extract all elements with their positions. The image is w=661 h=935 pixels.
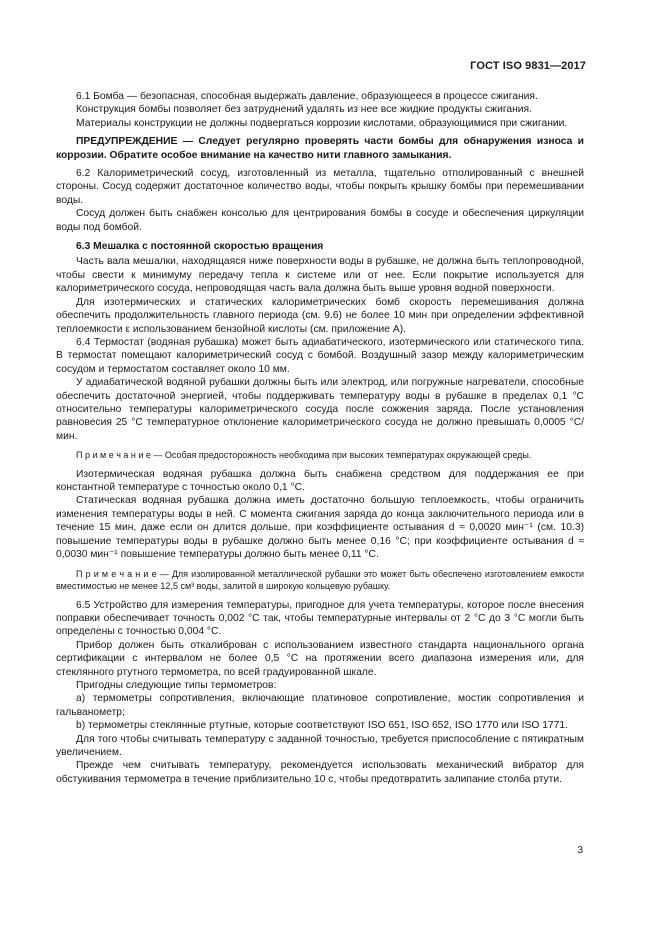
- para-6-2: 6.2 Калориметрический сосуд, изготовленный из металла, тщательно отполированный с внешней стороны. Сосуд содержит достаточное количество воды, чтобы покрыть крышку бомбы при перемешивании воды.: [56, 168, 584, 206]
- standard-header: ГОСТ ISO 9831—2017: [470, 60, 586, 72]
- para-6-5: 6.5 Устройство для измерения температуры, пригодное для учета температуры, которое после внесения поправки обеспечивает точность 0,002 °С так, чтобы температурные интервалы от 2 °С до 3 °С могли быть определены с точностью 0,004 °С.: [56, 599, 584, 638]
- para-magnifier: Для того чтобы считывать температуру с заданной точностью, требуется приспособление с пятикратным увеличением.: [56, 733, 584, 758]
- heading-6-3: 6.3 Мешалка с постоянной скоростью вращения: [76, 241, 324, 253]
- para-6-1: 6.1 Бомба — безопасная, способная выдержать давление, образующееся в процессе сжигания.: [76, 91, 538, 102]
- note-ambient: П р и м е ч а н и е — Особая предосторожность необходима при высоких температурах окружающей среды.: [76, 450, 532, 461]
- para-stirrer-shaft: Часть вала мешалки, находящаяся ниже поверхности воды в рубашке, не должна быть теплопроводной, чтобы свести к минимуму передачу тепла к системе или от нее. Если покрытие используется для калориметрического сосуда, непроводящая часть вала должна быть выше уровня водной поверхности.: [56, 256, 584, 295]
- note-insulated-jacket: П р и м е ч а н и е — Для изолированной металлической рубашки это может быть обеспечено изготовлением емкости вместимостью не менее 12,5 см³ воды, залитой в широкую кольцевую рубашку.: [56, 568, 584, 591]
- para-bomb-design: Конструкция бомбы позволяет без затруднений удалять из нее все жидкие продукты сжигания.: [76, 104, 532, 116]
- para-stirring-speed: Для изотермических и статических калориметрических бомб скорость перемешивания должна обеспечить продолжительность главного периода (см. 9.6) не более 10 мин при определении эффективной теплоемкости ε использованием бензойной кислоты (см. приложение А).: [56, 296, 584, 335]
- para-static-jacket: Статическая водяная рубашка должна иметь достаточно большую теплоемкость, чтобы ограничить изменения температуры воды в ней. С момента сжигания заряда до конца заключительного периода или в течение 15 мин, даже если он длится дольше, при коэффициенте остывания d ≈ 0,0020 мин⁻¹ (см. 10.3) повышение температуры воды в рубашке должно быть менее 0,16 °С; при коэффициенте остывания d ≈ 0,0030 мин⁻¹ повышение температуры должно быть менее 0,11 °С.: [56, 495, 584, 561]
- warning-paragraph: ПРЕДУПРЕЖДЕНИЕ — Следует регулярно проверять части бомбы для обнаружения износа и коррозии. Обратите особое внимание на качество нити главного замыкания.: [56, 136, 584, 161]
- document-body: [56, 90, 584, 786]
- para-vessel-console: Сосуд должен быть снабжен консолью для центрирования бомбы в сосуде и обеспечения циркуляции воды под бомбой.: [56, 208, 584, 233]
- para-thermometer-types: Пригодны следующие типы термометров:: [76, 679, 277, 691]
- list-item-b: b) термометры стеклянные ртутные, которые соответствуют ISO 651, ISO 652, ISO 1770 или ISO 1771.: [76, 720, 568, 732]
- para-vibrator: Прежде чем считывать температуру, рекомендуется использовать механический вибратор для обстукивания термометра в течение приблизительно 10 с, чтобы предотвратить залипание столба ртути.: [56, 760, 584, 785]
- para-materials: Материалы конструкции не должны подвергаться коррозии кислотами, образующимися при сжигании.: [76, 117, 568, 129]
- para-6-4: 6.4 Термостат (водяная рубашка) может быть адиабатического, изотермического или статического типа. В термостат помещают калориметрический сосуд с бомбой. Воздушный зазор между калориметрическим сосудом и термостатом составляет около 10 мм.: [56, 336, 584, 375]
- para-isothermal-jacket: Изотермическая водяная рубашка должна быть снабжена средством для поддержания ее при константной температуре с точностью около 0,1 °С.: [56, 468, 584, 494]
- para-calibration: Прибор должен быть откалиброван с использованием известного стандарта национального органа сертификации с интервалом не более 0,5 °С на протяжении всего диапазона измерения или, для стеклянного ртутного термометра, по всей градуированной шкале.: [56, 639, 584, 678]
- list-item-a: а) термометры сопротивления, включающие платиновое сопротивление, мостик сопротивления и гальванометр;: [56, 693, 584, 718]
- para-adiabatic-jacket: У адиабатической водяной рубашки должны быть или электрод, или погружные нагреватели, способные обеспечить достаточной энергией, чтобы поддерживать температуру воды в рубашке в пределах 0,1 °С относительно температуры калориметрического сосуда после сожжения заряда. После установления равновесия 25 °С температурное отклонение калориметрического сосуда не должно превышать 0,0005 °С/мин.: [56, 377, 584, 442]
- page-number: 3: [577, 845, 583, 856]
